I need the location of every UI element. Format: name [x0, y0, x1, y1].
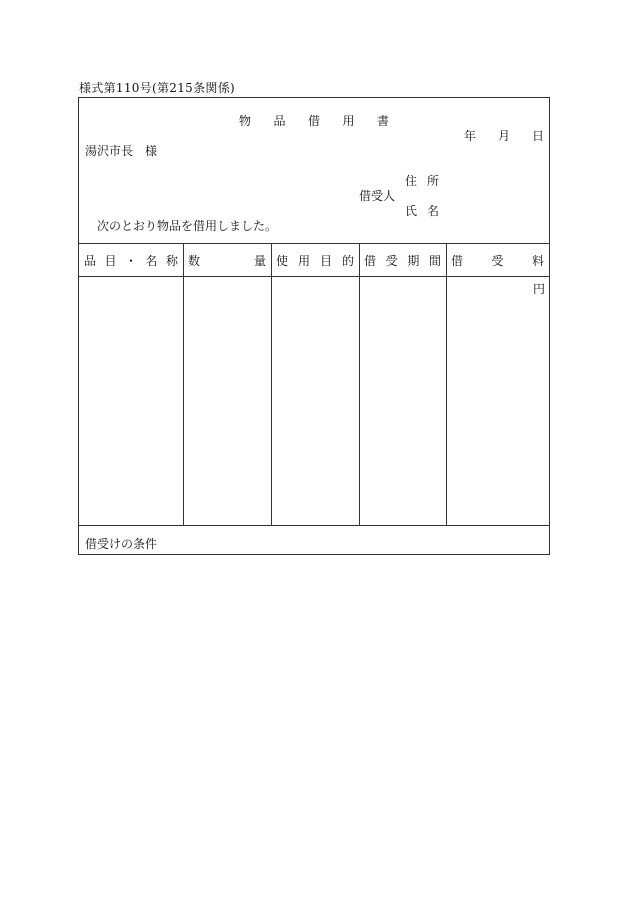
date-year-label: 年 [464, 129, 477, 143]
header-char: 目 [319, 253, 332, 268]
column-divider [271, 243, 272, 525]
header-char: 借 [364, 253, 377, 268]
address-label [405, 172, 439, 189]
header-char: 数 [188, 253, 201, 268]
column-divider [183, 243, 184, 525]
title-char: 書 [376, 114, 389, 128]
column-divider [359, 243, 360, 525]
header-quantity [183, 244, 271, 276]
header-purpose [271, 244, 359, 276]
header-char: 目 [104, 253, 117, 268]
header-char: 間 [428, 253, 441, 268]
header-loan-period [359, 244, 446, 276]
header-char: 用 [297, 253, 310, 268]
form-number: 様式第110号(第215条関係) [79, 81, 235, 95]
address-label-char: 住 [405, 174, 418, 188]
column-divider [446, 243, 447, 525]
conditions-label: 借受けの条件 [85, 537, 158, 551]
name-label [405, 202, 439, 219]
header-char: 期 [407, 253, 420, 268]
fee-unit: 円 [533, 282, 546, 296]
date-day-label: 日 [531, 129, 544, 143]
header-char: 称 [165, 253, 178, 268]
header-char: 量 [253, 253, 266, 268]
document-title [239, 112, 389, 129]
header-char: ・ [124, 253, 137, 268]
name-label-char: 名 [426, 204, 439, 218]
title-char: 借 [307, 114, 320, 128]
address-label-char: 所 [426, 174, 439, 188]
title-char: 品 [273, 114, 286, 128]
header-char: 名 [145, 253, 158, 268]
header-char: 料 [531, 253, 544, 268]
table-header-rule [79, 276, 549, 277]
title-char: 用 [342, 114, 355, 128]
table-bottom-rule [79, 525, 549, 526]
date-month-label: 月 [497, 129, 510, 143]
header-char: 品 [84, 253, 97, 268]
addressee: 湯沢市長 様 [85, 144, 158, 158]
name-label-char: 氏 [405, 204, 418, 218]
header-char: 使 [276, 253, 289, 268]
loan-form-sheet [78, 97, 550, 555]
header-char: 的 [341, 253, 354, 268]
date-line [464, 127, 544, 144]
borrower-label: 借受人 [359, 189, 396, 203]
header-loan-fee [446, 244, 549, 276]
header-char: 受 [491, 253, 504, 268]
title-char: 物 [239, 114, 252, 128]
statement-text: 次のとおり物品を借用しました。 [97, 219, 278, 233]
header-item-name [79, 244, 183, 276]
header-char: 借 [451, 253, 464, 268]
header-char: 受 [385, 253, 398, 268]
